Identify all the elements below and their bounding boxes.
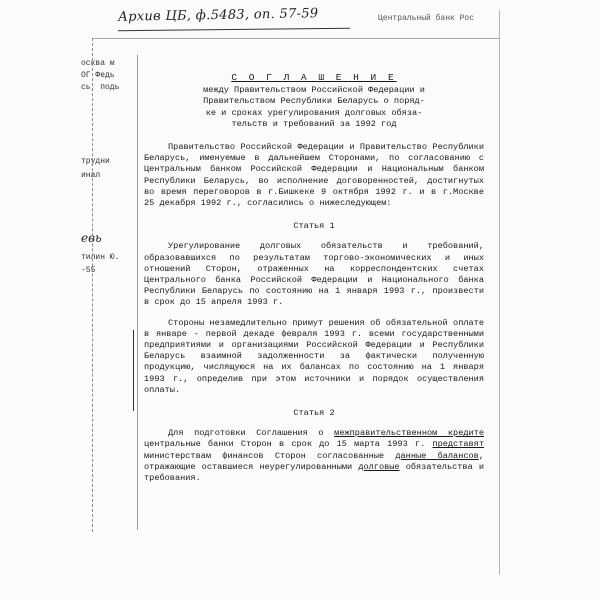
underlined-text: долговые	[358, 461, 400, 472]
subtitle-line: ке и сроках урегулирования долговых обяза-	[205, 107, 423, 118]
text-run: центральные банки Сторон в срок до 15 марта 1993 г.	[144, 439, 433, 450]
document-title: С О Г Л А Ш Е Н И Е	[231, 72, 397, 83]
article-1-paragraph-2: Стороны незамедлительно примут решения об обязательной оплате в январе - первой декаде февраля 1993 г. всеми государственными предприятиями и организациями Российской Федерации и Республики Беларусь взаимной задолженности за фактически полученную продукцию, числящуюся на их балансах по состоянию на 1 января 1993 г., определив при этом источники и порядок осуществления оплаты.	[144, 317, 484, 395]
agreement-document	[144, 72, 484, 484]
subtitle-line: между Правительством Российской Федерации и	[203, 85, 425, 96]
page-frame-right	[499, 10, 500, 575]
article-2-heading: Статья 2	[293, 408, 335, 419]
archive-reference-handwritten: Архив ЦБ, ф.5483, оп. 57-59	[117, 6, 319, 25]
article-1-paragraph-1: Урегулирование долговых обязательств и требований, образовавшихся по результатам торгово-экономических и иных отношений Сторон, отраженных на корреспондентских счетах Центрального банка Российской Федерации и Национального банка Республики Беларусь по состоянию на 1 января 1993 г., произвести в срок до 15 апреля 1993 г.	[144, 241, 484, 308]
fragment-line: осква м	[81, 59, 115, 68]
document-subtitle	[144, 85, 484, 130]
fragment-line: -55	[81, 266, 96, 275]
article-1-heading: Статья 1	[293, 221, 335, 232]
fragment-line: инал	[81, 171, 101, 180]
subtitle-line: тельств и требований за 1992 год	[231, 118, 397, 129]
text-run: Для подготовки Соглашения о	[168, 428, 335, 439]
preamble-paragraph: Правительство Российской Федерации и Правительство Республики Беларусь, именуемые в дальнейшем Сторонами, по согласованию с Центральным банком Российской Федерации и Национальным банком Республики Беларусь, во исполнение договоренностей, достигнутых во время переговоров в г.Бишкеке 9 октября 1992 г. и в г.Москве 25 декабря 1992 г., согласились о нижеследующем:	[144, 142, 484, 209]
fragment-line: сь, подь	[81, 83, 120, 92]
underlined-text: межправительственном кредите	[334, 428, 484, 439]
archive-reference-underline	[118, 28, 350, 31]
underlined-text: представят	[432, 439, 484, 450]
article-2-paragraph-1	[144, 428, 484, 484]
previous-page-fragment	[79, 55, 138, 530]
underlined-text: данные балансов	[395, 450, 479, 461]
fragment-line: тилин Ю.	[81, 253, 120, 262]
text-run: министерствам финансов Сторон согласованные	[144, 450, 396, 461]
fragment-signature: евь	[81, 231, 102, 245]
fragment-line: ОГ Федь	[81, 71, 115, 80]
subtitle-line: Правительством Республики Беларусь о поряд-	[203, 96, 425, 107]
page-frame-left	[92, 38, 93, 532]
text-run: обязательства и требования.	[144, 461, 484, 484]
bank-stamp: Центральный банк Рос	[378, 14, 475, 23]
margin-annotation-bar	[133, 330, 134, 411]
text-run: , отражающие оставшиеся неурегулированными	[144, 450, 484, 472]
fragment-line: трудни	[81, 157, 110, 166]
page-frame-top	[92, 38, 500, 39]
